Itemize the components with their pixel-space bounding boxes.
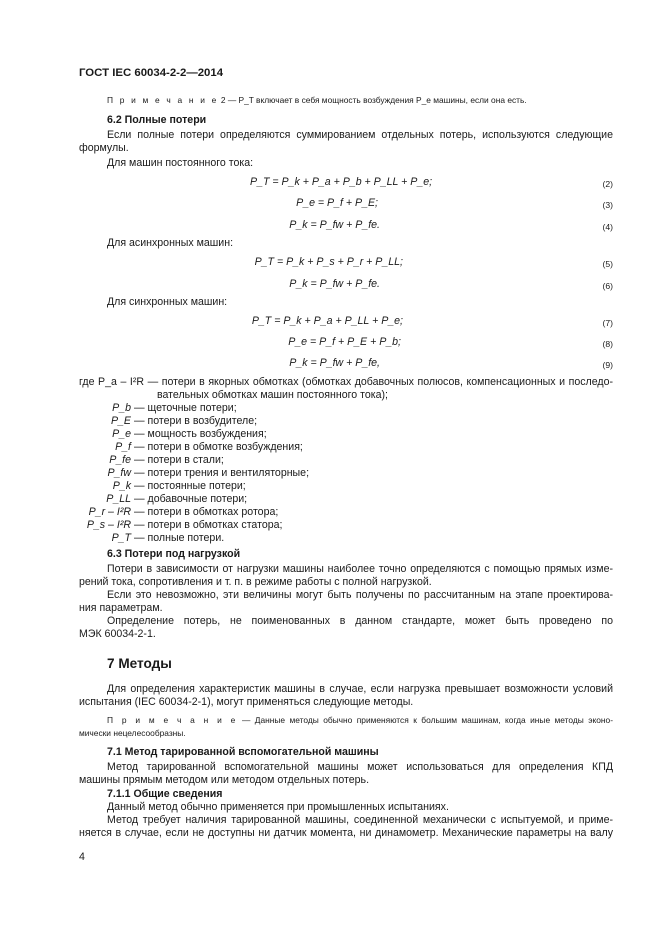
legend-lead-continuation: вательных обмотках машин постоянного тока); — [157, 389, 388, 401]
equation-number: (7) — [602, 318, 613, 328]
equation: P_e = P_f + P_E; — [296, 197, 378, 209]
document-header: ГОСТ IEC 60034-2-2—2014 — [79, 67, 224, 79]
paragraph-line: Данный метод обычно применяется при промышленных испытаниях. — [107, 801, 449, 813]
sync-machines-label: Для синхронных машин: — [107, 296, 228, 308]
paragraph-line: няется в случае, если не доступны ни датчик момента, ни динамометр. Механические параметры на валу — [79, 827, 613, 839]
paragraph-line: Метод требует наличия тарированной машины, соединенной механически с испытуемой, и приме- — [107, 814, 613, 826]
paragraph-line: Если это невозможно, эти величины могут быть получены по рассчитанным на этапе проектирова- — [107, 589, 613, 601]
paragraph-line: Метод тарированной вспомогательной машины может использоваться для определения КПД — [107, 761, 613, 773]
legend-symbol: P_e — [112, 428, 131, 440]
equation-number: (5) — [602, 259, 613, 269]
legend-description: — потери в обмотках статора; — [134, 519, 283, 531]
legend-description: — потери трения и вентиляторные; — [134, 467, 310, 479]
legend-symbol: P_k — [112, 480, 131, 492]
legend-description: — добавочные потери; — [134, 493, 248, 505]
note-text: — Данные методы обычно применяются к большим машинам, когда иные методы эконо- — [241, 715, 614, 725]
section-heading-6-3: 6.3 Потери под нагрузкой — [107, 548, 241, 560]
paragraph-line: МЭК 60034-2-1. — [79, 628, 156, 640]
section-heading-6-2: 6.2 Полные потери — [107, 114, 207, 126]
legend-description: — мощность возбуждения; — [134, 428, 267, 440]
legend-symbol: P_s – I²R — [86, 519, 131, 531]
note-text: 2 — P_T включает в себя мощность возбуждения P_e машины, если она есть. — [220, 95, 527, 105]
legend-symbol: P_r – I²R — [88, 506, 131, 518]
legend-symbol: P_T — [111, 532, 131, 544]
legend-lead-line: где P_a – I²R — потери в якорных обмотках (обмотках добавочных полюсов, компенсационных и последо- — [79, 376, 613, 388]
paragraph-line: ния параметрам. — [79, 602, 163, 614]
section-heading-7-1-1: 7.1.1 Общие сведения — [107, 788, 223, 800]
section-heading-7-1: 7.1 Метод тарированной вспомогательной машины — [107, 746, 379, 758]
note-1 — [107, 94, 527, 106]
legend-description: — потери в обмотке возбуждения; — [134, 441, 303, 453]
equation-number: (4) — [602, 222, 613, 232]
section-heading-7: 7 Методы — [107, 656, 172, 671]
legend-symbol: P_fe — [109, 454, 131, 466]
legend-symbol: P_b — [112, 402, 131, 414]
equation: P_T = P_k + P_s + P_r + P_LL; — [254, 256, 403, 268]
note-2-continuation: мически нецелесообразны. — [79, 728, 186, 738]
page-number: 4 — [79, 851, 85, 863]
legend-description: — постоянные потери; — [134, 480, 246, 492]
equation: P_k = P_fw + P_fe. — [289, 219, 380, 231]
paragraph-line: Для определения характеристик машины в случае, если нагрузка превышает возможности условий — [107, 683, 613, 695]
equation-number: (9) — [602, 360, 613, 370]
equation-number: (3) — [602, 200, 613, 210]
equation: P_k = P_fw + P_fe. — [289, 278, 380, 290]
paragraph-line: испытания (IEC 60034-2-1), могут применяться следующие методы. — [79, 696, 414, 708]
equation: P_T = P_k + P_a + P_LL + P_e; — [251, 315, 403, 327]
note-label: П р и м е ч а н и е — [107, 715, 238, 725]
legend-description: — потери в возбудителе; — [134, 415, 258, 427]
legend-description: — полные потери. — [134, 532, 225, 544]
equation-number: (6) — [602, 281, 613, 291]
paragraph-line: машины прямым методом или методом отдельных потерь. — [79, 774, 370, 786]
dc-machines-label: Для машин постоянного тока: — [107, 157, 254, 169]
equation: P_k = P_fw + P_fe, — [289, 357, 380, 369]
paragraph-line: Определение потерь, не поименованных в данном стандарте, может быть проведено по — [107, 615, 613, 627]
equation-number: (2) — [602, 179, 613, 189]
legend-description: — потери в стали; — [134, 454, 224, 466]
note-2 — [107, 714, 613, 726]
paragraph-line: Если полные потери определяются суммированием отдельных потерь, используются следующие — [107, 129, 613, 141]
legend-description: — щеточные потери; — [134, 402, 237, 414]
async-machines-label: Для асинхронных машин: — [107, 237, 234, 249]
legend-description: — потери в обмотках ротора; — [134, 506, 279, 518]
paragraph-line: формулы. — [79, 142, 129, 154]
paragraph-line: рений тока, сопротивления и т. п. в режиме работы с полной нагрузкой. — [79, 576, 432, 588]
equation: P_T = P_k + P_a + P_b + P_LL + P_e; — [250, 176, 433, 188]
legend-symbol: P_E — [110, 415, 131, 427]
legend-symbol: P_f — [115, 441, 131, 453]
note-label: П р и м е ч а н и е — [107, 95, 219, 105]
legend-symbol: P_LL — [106, 493, 131, 505]
paragraph-line: Потери в зависимости от нагрузки машины наиболее точно определяются с помощью прямых изме- — [107, 563, 613, 575]
equation-number: (8) — [602, 339, 613, 349]
legend-symbol: P_fw — [107, 467, 131, 479]
equation: P_e = P_f + P_E + P_b; — [288, 336, 401, 348]
